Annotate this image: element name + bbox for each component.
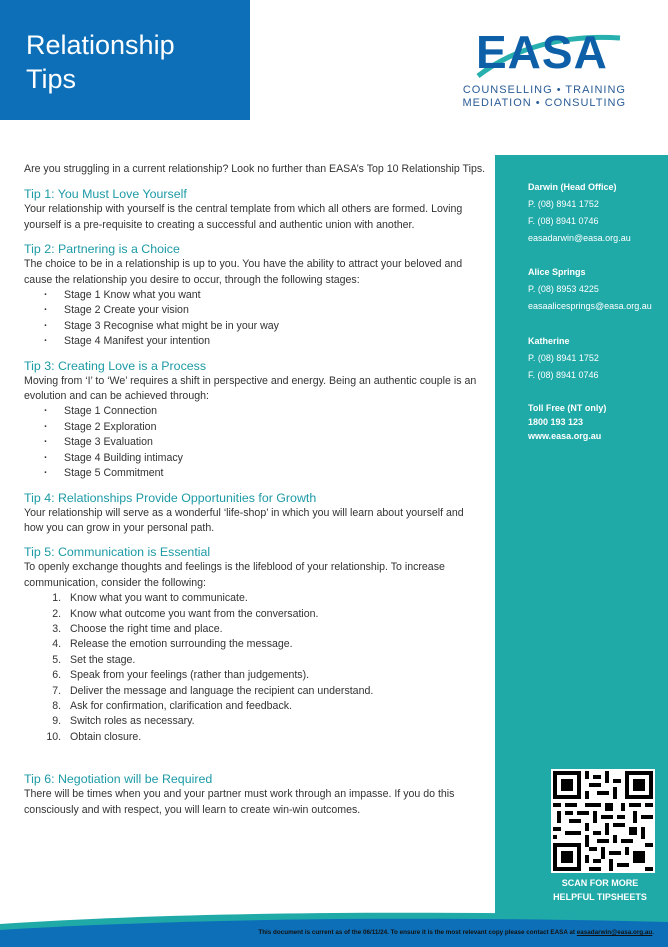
list-item: · Stage 1 Connection bbox=[44, 404, 486, 419]
tip-3 bbox=[24, 358, 486, 482]
list-item: 9. Switch roles as necessary. bbox=[64, 714, 486, 729]
tip-title: Tip 5: Communication is Essential bbox=[24, 545, 211, 560]
logo-tagline-1: COUNSELLING • TRAINING bbox=[462, 84, 626, 96]
intro-paragraph: Are you struggling in a current relationship? Look no further than EASA’s Top 10 Relationship Tips. bbox=[24, 163, 486, 175]
footer-note-text: This document is current as of the 06/11/24. To ensure it is the most relevant copy please contact EASA at bbox=[258, 929, 577, 936]
list-item: 7. Deliver the message and language the recipient can understand. bbox=[64, 684, 486, 699]
qr-caption bbox=[535, 876, 665, 904]
tip-title: Tip 2: Partnering is a Choice bbox=[24, 242, 180, 257]
office-fax: F. (08) 8941 0746 bbox=[528, 370, 599, 380]
office-phone: P. (08) 8953 4225 bbox=[528, 284, 599, 294]
header-band-corner bbox=[215, 0, 275, 120]
list-item: 10. Obtain closure. bbox=[64, 730, 486, 745]
list-item: 2. Know what outcome you want from the conversation. bbox=[64, 607, 486, 622]
footer-note-end: . bbox=[652, 929, 654, 936]
list-item: · Stage 2 Create your vision bbox=[44, 303, 486, 318]
office-name: Darwin (Head Office) bbox=[528, 182, 617, 192]
list-item: · Stage 3 Evaluation bbox=[44, 435, 486, 450]
office-darwin bbox=[528, 179, 631, 247]
office-fax: F. (08) 8941 0746 bbox=[528, 216, 599, 226]
list-item: 3. Choose the right time and place. bbox=[64, 622, 486, 637]
stage-list bbox=[24, 288, 486, 350]
easa-logo bbox=[462, 26, 626, 110]
list-item: 8. Ask for confirmation, clarification and feedback. bbox=[64, 699, 486, 714]
office-name: Alice Springs bbox=[528, 267, 586, 277]
tip-body: There will be times when you and your partner must work through an impasse. If you do this consciously and with respect, you will learn to create win-win outcomes. bbox=[24, 788, 455, 816]
qr-caption-line1: SCAN FOR MORE bbox=[561, 878, 639, 888]
tip-1 bbox=[24, 186, 486, 233]
logo-wordmark: EASA bbox=[476, 26, 608, 78]
stage-list bbox=[24, 404, 486, 481]
office-katherine bbox=[528, 333, 599, 384]
main-content bbox=[24, 162, 486, 826]
toll-free-label: Toll Free (NT only) bbox=[528, 403, 607, 413]
office-email-link[interactable]: easaalicesprings@easa.org.au bbox=[528, 301, 652, 311]
tip-title: Tip 4: Relationships Provide Opportunities for Growth bbox=[24, 490, 317, 505]
office-alice-springs bbox=[528, 264, 652, 315]
tip-2 bbox=[24, 241, 486, 349]
list-item: 5. Set the stage. bbox=[64, 653, 486, 668]
tip-6 bbox=[24, 771, 486, 818]
list-item: · Stage 5 Commitment bbox=[44, 466, 486, 481]
tip-title: Tip 1: You Must Love Yourself bbox=[24, 187, 187, 202]
toll-free-info bbox=[528, 401, 606, 443]
list-item: · Stage 4 Manifest your intention bbox=[44, 334, 486, 349]
footer-wave bbox=[0, 906, 668, 947]
office-phone: P. (08) 8941 1752 bbox=[528, 199, 599, 209]
communication-steps-list bbox=[24, 591, 486, 745]
office-name: Katherine bbox=[528, 336, 570, 346]
office-email-link[interactable]: easadarwin@easa.org.au bbox=[528, 233, 631, 243]
footer-email-link[interactable]: easadarwin@easa.org.au bbox=[576, 929, 653, 936]
list-item: · Stage 3 Recognise what might be in your way bbox=[44, 319, 486, 334]
tip-5 bbox=[24, 544, 486, 745]
tip-title: Tip 6: Negotiation will be Required bbox=[24, 772, 213, 787]
website-link[interactable]: www.easa.org.au bbox=[528, 431, 602, 441]
logo-tagline-2: MEDIATION • CONSULTING bbox=[462, 97, 626, 109]
page-title bbox=[26, 28, 175, 96]
tip-body: Your relationship with yourself is the central template from which all others are formed. Loving yourself is a pre-requisite to creating a successful and authentic union with another. bbox=[24, 203, 463, 231]
contact-sidebar bbox=[495, 155, 668, 917]
list-item: 4. Release the emotion surrounding the message. bbox=[64, 637, 486, 652]
tip-title: Tip 3: Creating Love is a Process bbox=[24, 358, 207, 373]
list-item: 1. Know what you want to communicate. bbox=[64, 591, 486, 606]
qr-caption-line2: HELPFUL TIPSHEETS bbox=[553, 892, 647, 902]
footer-note bbox=[258, 929, 654, 936]
tip-body: The choice to be in a relationship is up to you. You have the ability to attract your beloved and cause the relationship you desire to occur, through the following stages: bbox=[24, 258, 463, 286]
qr-code-icon[interactable] bbox=[551, 769, 655, 873]
list-item: · Stage 1 Know what you want bbox=[44, 288, 486, 303]
office-phone: P. (08) 8941 1752 bbox=[528, 353, 599, 363]
list-item: · Stage 2 Exploration bbox=[44, 420, 486, 435]
tip-body: Your relationship will serve as a wonderful ‘life-shop’ in which you will learn about yourself and how you can grow in your personal path. bbox=[24, 506, 464, 534]
page-title-line2: Tips bbox=[26, 64, 77, 94]
tip-4 bbox=[24, 490, 486, 537]
tip-body: Moving from ‘I’ to ‘We’ requires a shift in perspective and energy. Being an authentic couple is an evolution and can be achieved through: bbox=[24, 374, 477, 403]
tip-body: To openly exchange thoughts and feelings is the lifeblood of your relationship. To increase communication, consider the following: bbox=[24, 561, 445, 589]
list-item: 6. Speak from your feelings (rather than judgements). bbox=[64, 668, 486, 683]
toll-free-number: 1800 193 123 bbox=[528, 417, 584, 427]
page-title-line1: Relationship bbox=[26, 30, 175, 60]
list-item: · Stage 4 Building intimacy bbox=[44, 451, 486, 466]
